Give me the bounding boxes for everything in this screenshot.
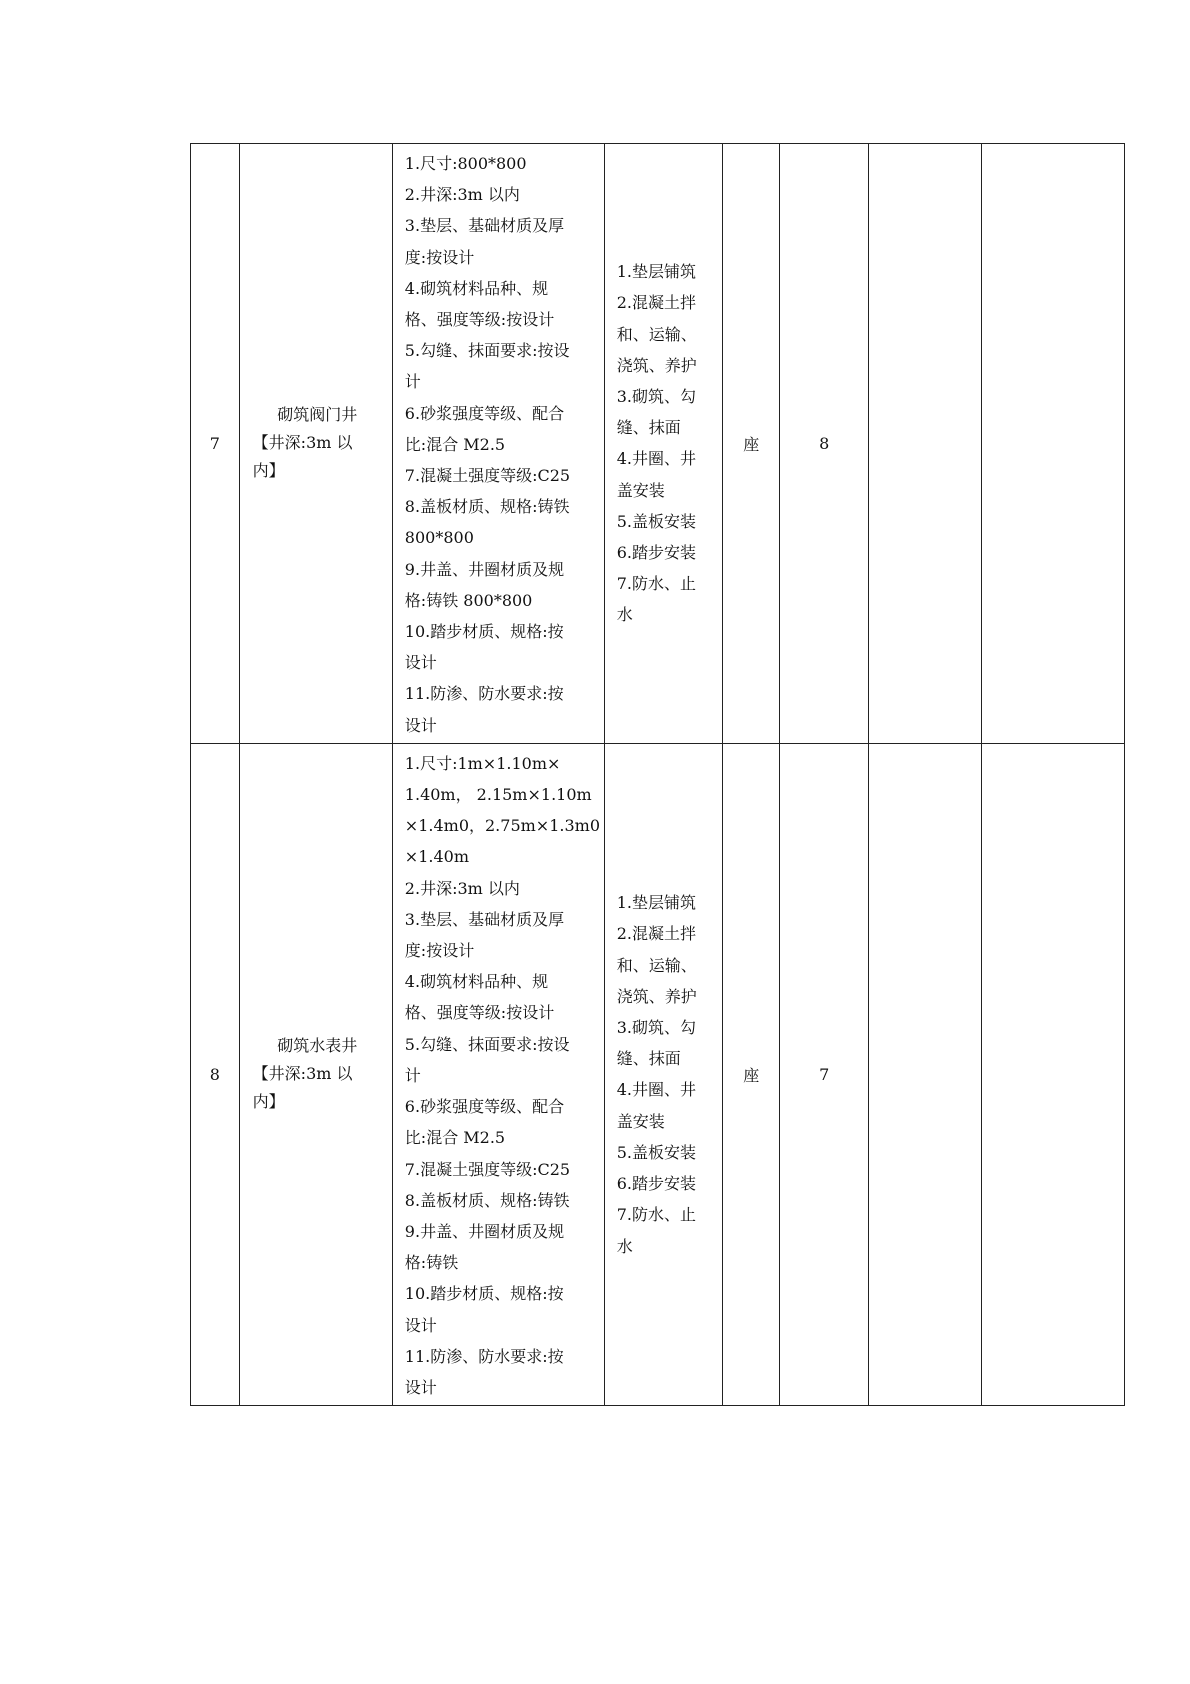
- unit: 座: [723, 144, 780, 744]
- work-line: 7.防水、止: [616, 1205, 697, 1225]
- work-content: [604, 743, 723, 1405]
- work-line: 5.盖板安装: [616, 511, 697, 531]
- work-line: 浇筑、养护: [616, 355, 697, 375]
- total-price-cell: [981, 743, 1124, 1405]
- work-line: 2.混凝土拌: [616, 293, 697, 313]
- feature-line: 3.垫层、基础材质及厚: [404, 909, 565, 929]
- feature-line: 1.40m， 2.15m×1.10m: [404, 785, 592, 805]
- feature-line: 格:铸铁: [404, 1253, 459, 1273]
- item-name: [239, 743, 392, 1405]
- feature-line: 4.砌筑材料品种、规: [404, 278, 549, 298]
- item-number: 8: [191, 743, 240, 1405]
- work-line: 盖安装: [616, 480, 665, 500]
- feature-line: 格:铸铁 800*800: [404, 590, 533, 610]
- item-features: [392, 144, 604, 744]
- unit: 座: [723, 743, 780, 1405]
- bill-of-quantities-table: [190, 143, 1125, 1406]
- feature-line: 5.勾缝、抹面要求:按设: [404, 1034, 570, 1054]
- feature-line: 计: [404, 1065, 421, 1085]
- quantity: 7: [780, 743, 869, 1405]
- work-line: 3.砌筑、勾: [616, 387, 697, 407]
- work-line: 浇筑、养护: [616, 986, 697, 1006]
- work-line: 7.防水、止: [616, 574, 697, 594]
- unit-price-cell: [869, 743, 982, 1405]
- feature-line: 2.井深:3m 以内: [404, 185, 520, 205]
- feature-line: 10.踏步材质、规格:按: [404, 1284, 564, 1304]
- work-line: 4.井圈、井: [616, 449, 697, 469]
- feature-line: 设计: [404, 1315, 437, 1335]
- feature-line: 比:混合 M2.5: [404, 1128, 506, 1148]
- work-line: 6.踏步安装: [616, 1174, 697, 1194]
- feature-line: 1.尺寸:800*800: [404, 154, 527, 173]
- feature-line: 度:按设计: [404, 247, 475, 267]
- feature-line: 6.砂浆强度等级、配合: [404, 1097, 565, 1117]
- feature-line: 6.砂浆强度等级、配合: [404, 403, 565, 423]
- work-line: 缝、抹面: [616, 418, 681, 438]
- work-line: 和、运输、: [616, 955, 697, 975]
- feature-line: 计: [404, 372, 421, 392]
- work-line: 缝、抹面: [616, 1049, 681, 1069]
- work-line: 5.盖板安装: [616, 1142, 697, 1162]
- feature-line: 3.垫层、基础材质及厚: [404, 216, 565, 236]
- work-line: 盖安装: [616, 1111, 665, 1131]
- item-name-line: 【井深:3m 以: [252, 1064, 353, 1084]
- work-content: [604, 144, 723, 744]
- feature-line: 11.防渗、防水要求:按: [404, 1346, 564, 1366]
- feature-line: ×1.4m0，2.75m×1.3m0: [404, 816, 601, 836]
- feature-line: 1.尺寸:1m×1.10m×: [404, 753, 561, 773]
- work-line: 1.垫层铺筑: [616, 262, 697, 282]
- work-line: 1.垫层铺筑: [616, 893, 697, 913]
- item-name-line: 砌筑阀门井: [277, 405, 358, 425]
- item-name-line: 内】: [252, 461, 285, 481]
- feature-line: 11.防渗、防水要求:按: [404, 684, 564, 704]
- feature-line: 8.盖板材质、规格:铸铁: [404, 497, 570, 517]
- feature-line: 800*800: [404, 528, 474, 548]
- feature-line: 9.井盖、井圈材质及规: [404, 559, 565, 579]
- feature-line: 度:按设计: [404, 941, 475, 961]
- work-line: 水: [616, 1236, 633, 1256]
- work-line: 3.砌筑、勾: [616, 1018, 697, 1038]
- work-line: 6.踏步安装: [616, 543, 697, 563]
- feature-line: 7.混凝土强度等级:C25: [404, 466, 571, 486]
- work-line: 和、运输、: [616, 324, 697, 344]
- feature-line: 4.砌筑材料品种、规: [404, 972, 549, 992]
- feature-line: 格、强度等级:按设计: [404, 1003, 555, 1023]
- unit-price-cell: [869, 144, 982, 744]
- feature-line: 5.勾缝、抹面要求:按设: [404, 341, 570, 361]
- feature-line: 2.井深:3m 以内: [404, 878, 520, 898]
- item-features: [392, 743, 604, 1405]
- work-line: 4.井圈、井: [616, 1080, 697, 1100]
- feature-line: 10.踏步材质、规格:按: [404, 622, 564, 642]
- item-name-line: 【井深:3m 以: [252, 433, 353, 453]
- work-line: 水: [616, 605, 633, 625]
- table-row: [191, 144, 1125, 744]
- feature-line: 设计: [404, 715, 437, 735]
- feature-line: 格、强度等级:按设计: [404, 310, 555, 330]
- feature-line: 9.井盖、井圈材质及规: [404, 1221, 565, 1241]
- feature-line: 7.混凝土强度等级:C25: [404, 1159, 571, 1179]
- feature-line: 8.盖板材质、规格:铸铁: [404, 1190, 570, 1210]
- item-name-line: 内】: [252, 1092, 285, 1112]
- feature-line: 设计: [404, 653, 437, 673]
- item-number: 7: [191, 144, 240, 744]
- item-name-line: 砌筑水表井: [277, 1036, 358, 1056]
- table-row: [191, 743, 1125, 1405]
- feature-line: 比:混合 M2.5: [404, 434, 506, 454]
- feature-line: ×1.40m: [404, 847, 469, 867]
- total-price-cell: [981, 144, 1124, 744]
- feature-line: 设计: [404, 1377, 437, 1397]
- item-name: [239, 144, 392, 744]
- work-line: 2.混凝土拌: [616, 924, 697, 944]
- quantity: 8: [780, 144, 869, 744]
